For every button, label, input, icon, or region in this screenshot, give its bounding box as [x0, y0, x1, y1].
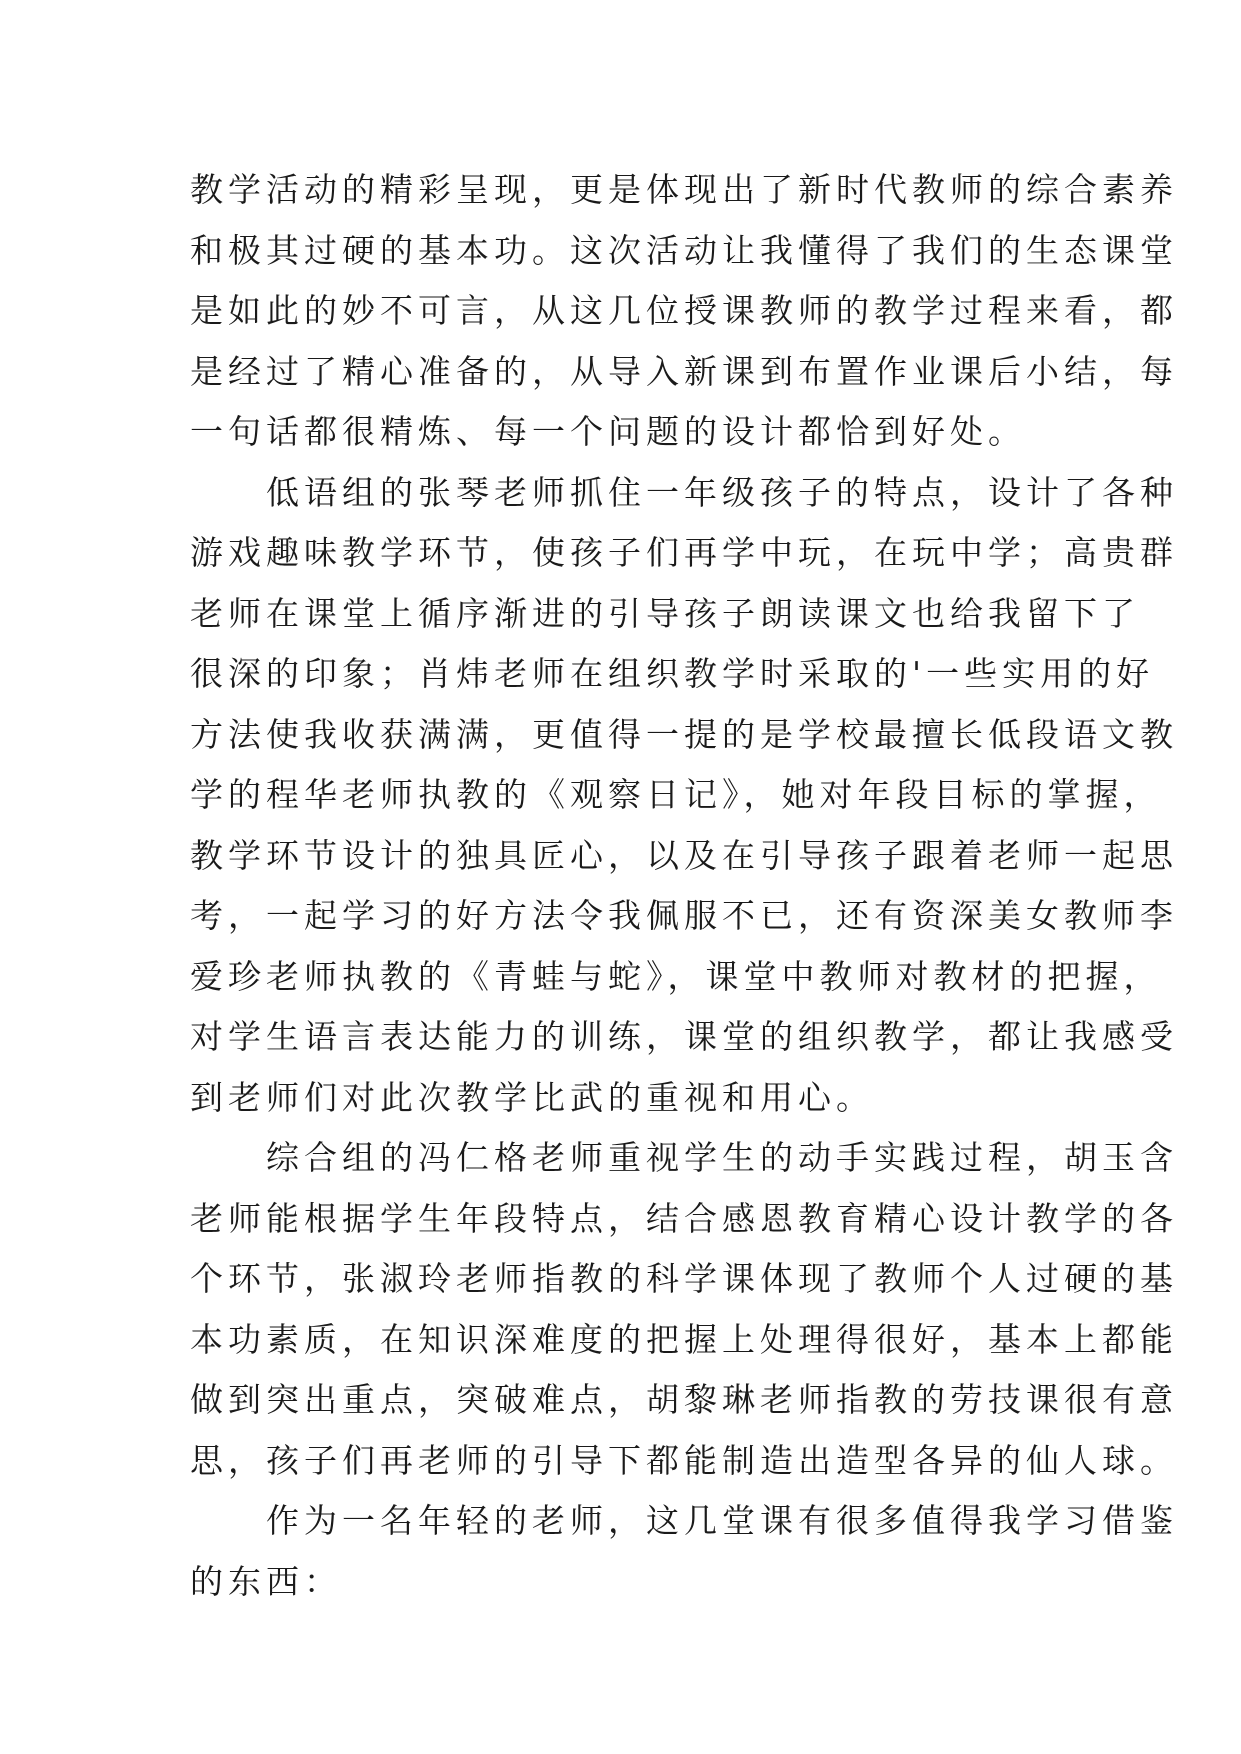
text-line-12: 教学环节设计的独具匠心，以及在引导孩子跟着老师一起思 — [190, 835, 1178, 875]
text-line-16: 到老师们对此次教学比武的重视和用心。 — [190, 1077, 874, 1117]
text-line-15: 对学生语言表达能力的训练，课堂的组织教学，都让我感受 — [190, 1017, 1178, 1056]
text-line-24: 的东西： — [190, 1561, 342, 1601]
text-line-10: 方法使我收获满满，更值得一提的是学校最擅长低段语文教 — [190, 714, 1178, 754]
text-line-11: 学的程华老师执教的《观察日记》，她对年段目标的掌握， — [190, 775, 1162, 814]
text-line-5: 一句话都很精炼、每一个问题的设计都恰到好处。 — [190, 412, 1026, 451]
text-line-4: 是经过了精心准备的，从导入新课到布置作业课后小结，每 — [190, 351, 1178, 391]
text-line-3: 是如此的妙不可言，从这几位授课教师的教学过程来看，都 — [190, 291, 1178, 330]
text-line-6: 低语组的张琴老师抓住一年级孩子的特点，设计了各种 — [266, 472, 1178, 512]
text-line-13: 考，一起学习的好方法令我佩服不已，还有资深美女教师李 — [190, 896, 1178, 935]
text-line-21: 做到突出重点，突破难点，胡黎琳老师指教的劳技课很有意 — [190, 1380, 1178, 1419]
text-line-18: 老师能根据学生年段特点，结合感恩教育精心设计教学的各 — [190, 1198, 1178, 1238]
text-line-23: 作为一名年轻的老师，这几堂课有很多值得我学习借鉴 — [266, 1501, 1178, 1540]
text-line-19: 个环节，张淑玲老师指教的科学课体现了教师个人过硬的基 — [190, 1259, 1178, 1298]
text-line-20: 本功素质，在知识深难度的把握上处理得很好，基本上都能 — [190, 1319, 1178, 1359]
document-body — [190, 160, 1178, 1612]
text-line-9: 很深的印象；肖炜老师在组织教学时采取的'一些实用的好 — [190, 654, 1155, 693]
text-line-17: 综合组的冯仁格老师重视学生的动手实践过程，胡玉含 — [266, 1138, 1178, 1177]
text-line-2: 和极其过硬的基本功。这次活动让我懂得了我们的生态课堂 — [190, 230, 1178, 270]
text-line-22: 思，孩子们再老师的引导下都能制造出造型各异的仙人球。 — [190, 1440, 1178, 1480]
text-line-7: 游戏趣味教学环节，使孩子们再学中玩，在玩中学；高贵群 — [190, 533, 1178, 572]
text-line-14: 爱珍老师执教的《青蛙与蛇》，课堂中教师对教材的把握， — [190, 956, 1162, 996]
text-line-8: 老师在课堂上循序渐进的引导孩子朗读课文也给我留下了 — [190, 593, 1140, 633]
text-line-1: 教学活动的精彩呈现，更是体现出了新时代教师的综合素养 — [190, 170, 1178, 209]
